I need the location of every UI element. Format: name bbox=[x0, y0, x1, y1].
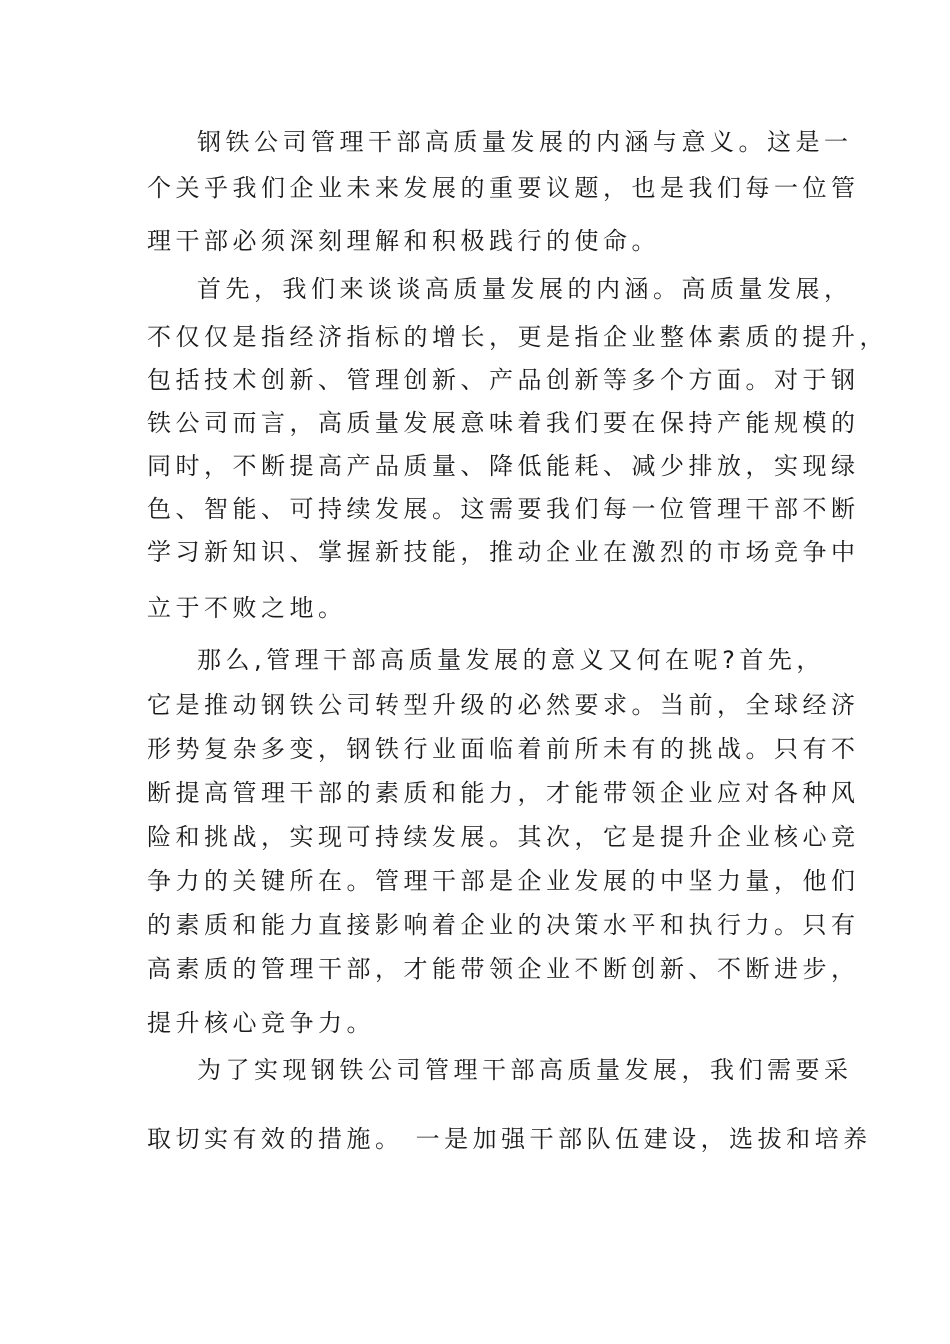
paragraph-1-line-2: 个关乎我们企业未来发展的重要议题，也是我们每一位管 bbox=[147, 174, 860, 202]
paragraph-2-line-3: 包括技术创新、管理创新、产品创新等多个方面。对于钢 bbox=[147, 366, 860, 394]
paragraph-4-line-1: 为了实现钢铁公司管理干部高质量发展，我们需要采 bbox=[197, 1056, 853, 1084]
paragraph-2-line-7: 学习新知识、掌握新技能，推动企业在激烈的市场竞争中 bbox=[147, 538, 860, 566]
paragraph-3-line-1: 那么,管理干部高质量发展的意义又何在呢?首先， bbox=[197, 646, 825, 674]
paragraph-2-line-4: 铁公司而言，高质量发展意味着我们要在保持产能规模的 bbox=[147, 409, 860, 437]
paragraph-2-line-2: 不仅仅是指经济指标的增长，更是指企业整体素质的提升， bbox=[147, 323, 888, 351]
paragraph-3-line-8: 高素质的管理干部，才能带领企业不断创新、不断进步， bbox=[147, 955, 860, 983]
paragraph-3-line-3: 形势复杂多变，钢铁行业面临着前所未有的挑战。只有不 bbox=[147, 735, 860, 763]
paragraph-4-line-2: 取切实有效的措施。 一是加强干部队伍建设，选拔和培养 bbox=[147, 1125, 872, 1153]
paragraph-2-line-6: 色、智能、可持续发展。这需要我们每一位管理干部不断 bbox=[147, 495, 860, 523]
paragraph-2-line-8: 立于不败之地。 bbox=[147, 594, 347, 622]
paragraph-2-line-1: 首先，我们来谈谈高质量发展的内涵。高质量发展， bbox=[197, 275, 853, 303]
paragraph-3-line-5: 险和挑战，实现可持续发展。其次，它是提升企业核心竞 bbox=[147, 823, 860, 851]
paragraph-3-line-4: 断提高管理干部的素质和能力，才能带领企业应对各种风 bbox=[147, 779, 860, 807]
paragraph-1-line-1: 钢铁公司管理干部高质量发展的内涵与意义。这是一 bbox=[197, 128, 853, 156]
paragraph-3-line-2: 它是推动钢铁公司转型升级的必然要求。当前，全球经济 bbox=[147, 691, 860, 719]
paragraph-1-line-3: 理干部必须深刻理解和积极践行的使命。 bbox=[147, 227, 660, 255]
paragraph-3-line-7: 的素质和能力直接影响着企业的决策水平和执行力。只有 bbox=[147, 911, 860, 939]
paragraph-3-line-6: 争力的关键所在。管理干部是企业发展的中坚力量，他们 bbox=[147, 867, 860, 895]
paragraph-3-line-9: 提升核心竞争力。 bbox=[147, 1009, 375, 1037]
paragraph-2-line-5: 同时，不断提高产品质量、降低能耗、减少排放，实现绿 bbox=[147, 452, 860, 480]
